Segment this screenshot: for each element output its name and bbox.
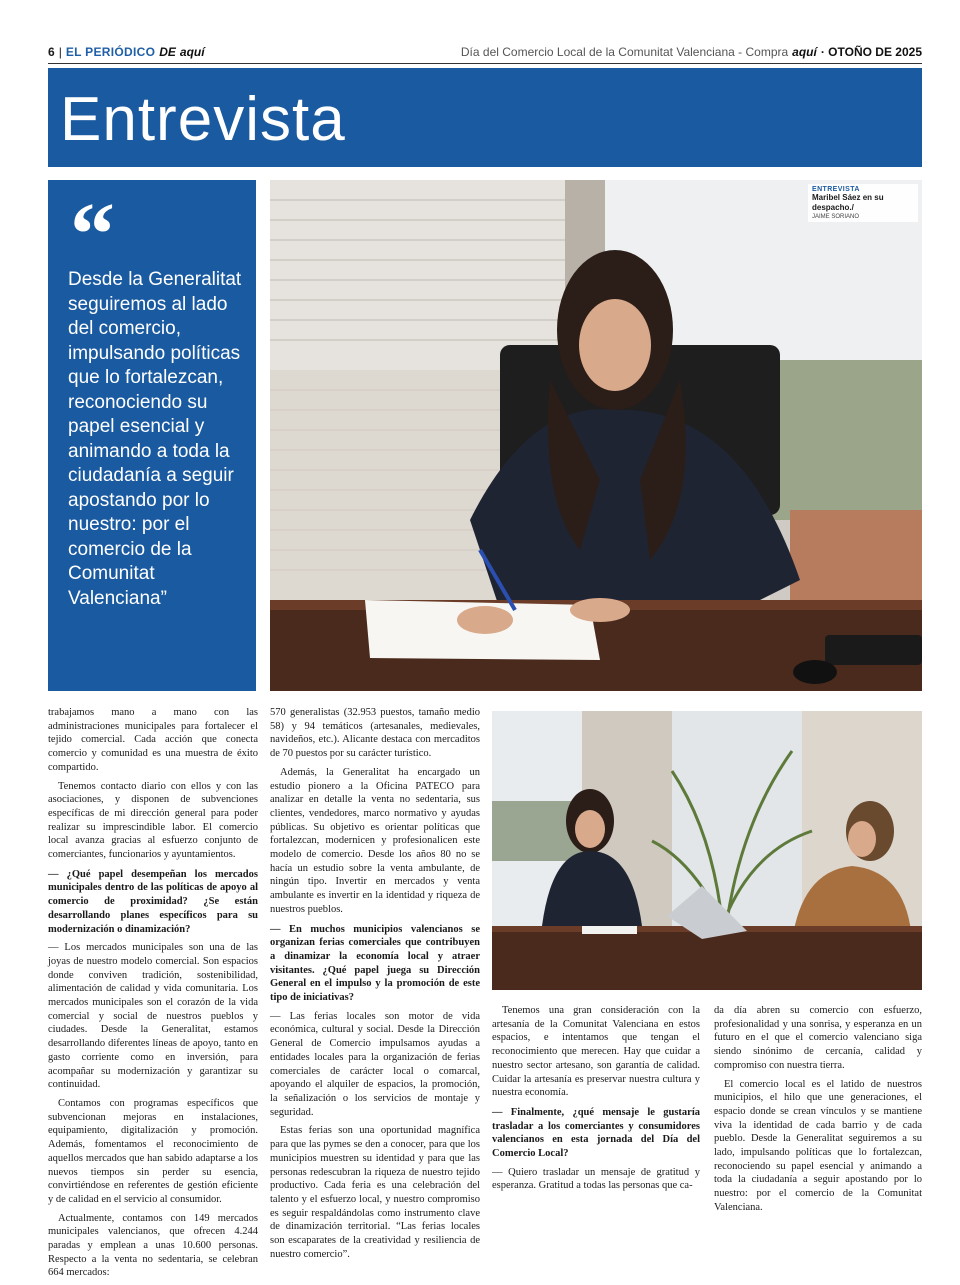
office-photo-illustration <box>270 180 922 691</box>
paragraph: Además, la Generalitat ha encargado un estudio pionero a la Oficina PATECO para analizar en detalle la venta no sedentaria, sus clientes, vendedores, marco normativo y ayudas públicas. Su objetivo es orientar políticas que fortalezcan, modernicen y profesionalicen este modelo de comercio. Desde los años 80 no se hacía un estudio sobre la venta ambulante, de ningún tipo. Invertir en mercados y venta ambulante es invertir en la identidad y riqueza de nuestros pueblos. <box>270 766 480 915</box>
photo-caption <box>808 184 918 222</box>
section-title: Entrevista <box>60 85 346 154</box>
caption-text: Maribel Sáez en su despacho./ <box>812 193 884 212</box>
page-header <box>48 42 922 62</box>
header-left <box>48 45 205 59</box>
page-number: 6 <box>48 45 55 59</box>
header-rule <box>48 63 922 64</box>
caption-kicker: ENTREVISTA <box>812 186 860 193</box>
secondary-photo <box>492 711 922 990</box>
quote-mark-icon: “ <box>70 185 115 284</box>
paragraph: 570 generalistas (32.953 puestos, tamaño medio 58) y 94 temáticos (artesanales, medievales, navideños, etc.). Alicante destaca con mercaditos de 70 puestos por su carácter turístico. <box>270 707 480 760</box>
paragraph: da día abren su comercio con esfuerzo, profesionalidad y una sonrisa, y esperanza en un futuro en el que el comercio valenciano siga siendo sinónimo de cercanía, calidad y compromiso con nuestra tierra. <box>714 1005 922 1071</box>
paragraph: El comercio local es el latido de nuestros municipios, el hilo que une generaciones, el espacio donde se crean vínculos y se mantiene viva la identidad de cada barrio y de cada pueblo. Desde la Generalitat seguiremos a su lado, impulsando políticas que lo fortalezcan, reconociendo su papel esencial y animando a toda la ciudadanía a seguir apostando por lo nuestro: por el comercio de la Comunitat Valenciana. <box>714 1078 922 1213</box>
text-column-4 <box>714 1004 922 1220</box>
pull-quote-box <box>48 180 256 691</box>
paragraph: Tenemos contacto diario con ellos y con las asociaciones, y disponen de subvenciones específicas de mi dirección general para poder realizar su imprescindible labor. El comercio local avanza gracias al esfuerzo conjunto de comerciantes, funcionarios y ayuntamientos. <box>48 780 258 861</box>
header-season: · OTOÑO DE 2025 <box>820 45 922 59</box>
paragraph: trabajamos mano a mano con las administraciones municipales para fortalecer el tejido comercial. Cada acción que conecta comercio y comunidad es una muestra de éxito compartido. <box>48 707 258 773</box>
paragraph: Estas ferias son una oportunidad magnífica para que las pymes se den a conocer, para que los municipios muestren su identidad y para que las personas redescubran la riqueza de nuestro tejido productivo. Cada feria es una celebración del talento y el esfuerzo local, y nuestro compromiso es seguir respaldándolas como instrumento clave de dinamización territorial. “Las ferias locales son escaparates de la creatividad y resiliencia de nuestro comercio”. <box>270 1125 480 1260</box>
interview-question: — Finalmente, ¿qué mensaje le gustaría trasladar a los comerciantes y consumidores valencianos en esta jornada del Día del Comercio Local? <box>492 1106 700 1160</box>
section-banner <box>48 68 922 167</box>
paper-de: DE <box>159 45 176 59</box>
paper-name: EL PERIÓDICO <box>65 45 156 59</box>
main-photo <box>270 180 922 691</box>
interview-question: — ¿Qué papel desempeñan los mercados municipales dentro de las políticas de apoyo al comercio de proximidad? ¿Se están desarrollando planes específicos para su modernización o dinamización? <box>48 868 258 935</box>
paragraph: Contamos con programas específicos que subvencionan mejoras en instalaciones, equipamiento, digitalización y promoción. Además, fomentamos el reconocimiento de aquellos mercados que han sabido adaptarse a los nuevos tiempos sin perder su esencia, convirtiéndose en referentes de gestión eficiente y de calidad en el servicio al consumidor. <box>48 1097 258 1205</box>
text-column-3 <box>492 1004 700 1198</box>
interview-answer: — Quiero trasladar un mensaje de gratitud y esperanza. Gratitud a todas las personas que ca- <box>492 1166 700 1192</box>
paragraph: Tenemos una gran consideración con la artesanía de la Comunitat Valenciana en estos espacios, e intentamos que tengan el reconocimiento que merecen. Hay que cuidar a nuestro sector artesano, son garantía de calidad. Cuidar la artesanía es preservar nuestra cultura y nuestra economía. <box>492 1005 700 1099</box>
interview-answer: — Las ferias locales son motor de vida económica, cultural y social. Desde la Dirección General de Comercio impulsamos ayudas a entidades locales para la organización de ferias comerciales de carácter local o comarcal, apoyando el alquiler de espacios, la promoción, la señalización o los servicios de montaje y seguridad. <box>270 1010 480 1118</box>
interview-question: — En muchos municipios valencianos se organizan ferias comerciales que contribuyen a dinamizar la economía local y atraer visitantes. ¿Qué papel juega su Dirección General en el impulso y la promoción de este tipo de iniciativas? <box>270 923 480 1004</box>
text-column-1 <box>48 706 258 1285</box>
meeting-photo-illustration <box>492 711 922 990</box>
brand-logo: aquí <box>179 45 205 59</box>
interview-answer: — Los mercados municipales son una de las joyas de nuestro modelo comercial. Son espacios donde conviven tradición, sostenibilidad, alimentación de calidad y vida comunitaria. Los mercados municipales son el corazón de la vida comercial y social de nuestros pueblos y ciudades. Desde la Generalitat, estamos desarrollando diferentes líneas de apoyo, tanto en gasto corriente como en inversión, para acompañar su modernización y garantizar su continuidad. <box>48 942 258 1091</box>
caption-credit: JAIME SORIANO <box>812 214 860 220</box>
paragraph: Actualmente, contamos con 149 mercados municipales valencianos, que ofrecen 4.244 paradas y emplean a unas 10.600 personas. Respecto a la venta no sedentaria, se celebran 664 mercados: <box>48 1212 258 1279</box>
header-right <box>461 45 922 59</box>
header-separator: | <box>58 45 62 59</box>
pull-quote-text: Desde la Generalitat seguiremos al lado del comercio, impulsando políticas que lo fortalezcan, reconociendo su papel esencial y animando a toda la ciudadanía a seguir apostando por lo nuestro: por el comercio de la Comunitat Valenciana” <box>68 269 242 609</box>
header-brand-logo: aquí <box>792 45 817 59</box>
header-event-text: Día del Comercio Local de la Comunitat Valenciana - Compra <box>460 45 789 59</box>
text-column-2 <box>270 706 480 1266</box>
